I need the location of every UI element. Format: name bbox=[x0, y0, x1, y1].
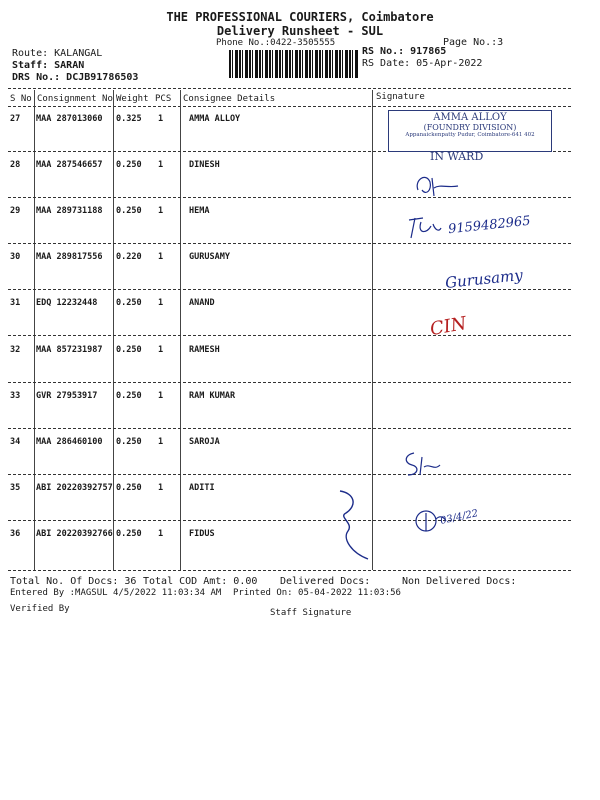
row-consignment: MAA 857231987 bbox=[36, 345, 103, 355]
row-consignee: AMMA ALLOY bbox=[189, 114, 241, 124]
company-title: THE PROFESSIONAL COURIERS, Coimbatore bbox=[166, 10, 434, 24]
row-sno: 36 bbox=[10, 529, 21, 539]
row-rule bbox=[8, 335, 571, 336]
barcode bbox=[229, 50, 359, 78]
row-pcs: 1 bbox=[158, 437, 164, 447]
header-top-rule bbox=[8, 88, 571, 89]
row-rule bbox=[8, 197, 571, 198]
col-sno: S No bbox=[10, 94, 32, 104]
col-weight: Weight bbox=[116, 94, 149, 104]
row-pcs: 1 bbox=[158, 483, 164, 493]
row-pcs: 1 bbox=[158, 529, 164, 539]
company-stamp bbox=[388, 110, 552, 152]
row-consignee: DINESH bbox=[189, 160, 220, 170]
staff-signature: Staff Signature bbox=[270, 608, 352, 618]
delivered-docs: Delivered Docs: bbox=[280, 576, 371, 587]
col-signature: Signature bbox=[376, 92, 425, 102]
rs-date: RS Date: 05-Apr-2022 bbox=[362, 58, 483, 69]
row-weight: 0.250 bbox=[116, 483, 142, 493]
row-rule bbox=[8, 382, 571, 383]
row-weight: 0.250 bbox=[116, 160, 142, 170]
stamp-inward: IN WARD bbox=[430, 150, 484, 163]
column-divider bbox=[34, 90, 35, 570]
row-rule bbox=[8, 243, 571, 244]
row-consignment: MAA 287546657 bbox=[36, 160, 103, 170]
row-rule bbox=[8, 520, 571, 521]
non-delivered-docs: Non Delivered Docs: bbox=[402, 576, 517, 587]
row-weight: 0.250 bbox=[116, 345, 142, 355]
row-consignee: GURUSAMY bbox=[189, 252, 230, 262]
row-consignment: MAA 286460100 bbox=[36, 437, 103, 447]
row-rule bbox=[8, 289, 571, 290]
row-consignment: GVR 27953917 bbox=[36, 391, 98, 401]
stamp-line-1: AMMA ALLOY bbox=[433, 112, 507, 123]
row-consignee: ADITI bbox=[189, 483, 215, 493]
row-weight: 0.250 bbox=[116, 298, 142, 308]
column-divider bbox=[180, 90, 181, 570]
drs-number: DRS No.: DCJB91786503 bbox=[12, 72, 139, 83]
row-consignee: ANAND bbox=[189, 298, 215, 308]
signature-30: Gurusamy bbox=[444, 265, 524, 293]
row-consignment: MAA 289817556 bbox=[36, 252, 103, 262]
row-consignee: RAMESH bbox=[189, 345, 220, 355]
staff-label: Staff: SARAN bbox=[12, 60, 85, 71]
row-pcs: 1 bbox=[158, 252, 164, 262]
row-consignee: HEMA bbox=[189, 206, 210, 216]
route-label: Route: KALANGAL bbox=[12, 48, 103, 59]
stamp-line-2: (FOUNDRY DIVISION) bbox=[423, 123, 517, 132]
signature-29-phone: 9159482965 bbox=[447, 213, 532, 238]
row-weight: 0.250 bbox=[116, 391, 142, 401]
row-rule bbox=[8, 428, 571, 429]
row-weight: 0.325 bbox=[116, 114, 142, 124]
row-rule bbox=[8, 474, 571, 475]
row-pcs: 1 bbox=[158, 345, 164, 355]
col-consignment: Consignment No bbox=[37, 94, 113, 104]
row-consignment: MAA 289731188 bbox=[36, 206, 103, 216]
row-pcs: 1 bbox=[158, 206, 164, 216]
row-pcs: 1 bbox=[158, 391, 164, 401]
row-sno: 30 bbox=[10, 252, 21, 262]
row-sno: 33 bbox=[10, 391, 21, 401]
total-cod: Total COD Amt: 0.00 bbox=[143, 576, 258, 587]
row-weight: 0.250 bbox=[116, 437, 142, 447]
runsheet-subtitle: Delivery Runsheet - SUL bbox=[216, 24, 384, 38]
table-bottom-rule bbox=[8, 570, 571, 571]
verified-by: Verified By bbox=[10, 604, 70, 614]
entered-by: Entered By :MAGSUL 4/5/2022 11:03:34 AM bbox=[10, 588, 222, 598]
signature-28 bbox=[412, 170, 472, 200]
total-docs: Total No. Of Docs: 36 bbox=[10, 576, 137, 587]
row-weight: 0.250 bbox=[116, 529, 142, 539]
col-consignee: Consignee Details bbox=[183, 94, 276, 104]
row-sno: 32 bbox=[10, 345, 21, 355]
row-sno: 29 bbox=[10, 206, 21, 216]
row-consignee: FIDUS bbox=[189, 529, 215, 539]
stamp-line-3: Appanaickenpatty Pudur, Coimbatore-641 402 bbox=[405, 132, 535, 138]
phone-number: Phone No.:0422-3505555 bbox=[216, 38, 336, 48]
row-pcs: 1 bbox=[158, 160, 164, 170]
header-bottom-rule bbox=[8, 106, 571, 107]
col-pcs: PCS bbox=[155, 94, 172, 104]
column-divider bbox=[113, 90, 114, 570]
signature-35-date: 03/4/22 bbox=[439, 508, 480, 527]
row-weight: 0.220 bbox=[116, 252, 142, 262]
signature-31: CIN bbox=[428, 312, 469, 341]
row-sno: 31 bbox=[10, 298, 21, 308]
row-sno: 34 bbox=[10, 437, 21, 447]
row-sno: 27 bbox=[10, 114, 21, 124]
page-number: Page No.:3 bbox=[443, 37, 504, 48]
row-weight: 0.250 bbox=[116, 206, 142, 216]
signature-29 bbox=[405, 212, 445, 242]
scribble-mark bbox=[334, 487, 374, 567]
printed-on: Printed On: 05-04-2022 11:03:56 bbox=[233, 588, 401, 598]
rs-number: RS No.: 917865 bbox=[362, 46, 447, 57]
row-sno: 28 bbox=[10, 160, 21, 170]
row-consignment: EDQ 12232448 bbox=[36, 298, 98, 308]
row-pcs: 1 bbox=[158, 298, 164, 308]
row-pcs: 1 bbox=[158, 114, 164, 124]
row-consignment: MAA 287013060 bbox=[36, 114, 103, 124]
row-consignee: RAM KUMAR bbox=[189, 391, 236, 401]
signature-34 bbox=[400, 447, 450, 479]
row-consignee: SAROJA bbox=[189, 437, 220, 447]
row-consignment: ABI 20220392766 bbox=[36, 529, 113, 539]
row-sno: 35 bbox=[10, 483, 21, 493]
row-consignment: ABI 20220392757 bbox=[36, 483, 113, 493]
